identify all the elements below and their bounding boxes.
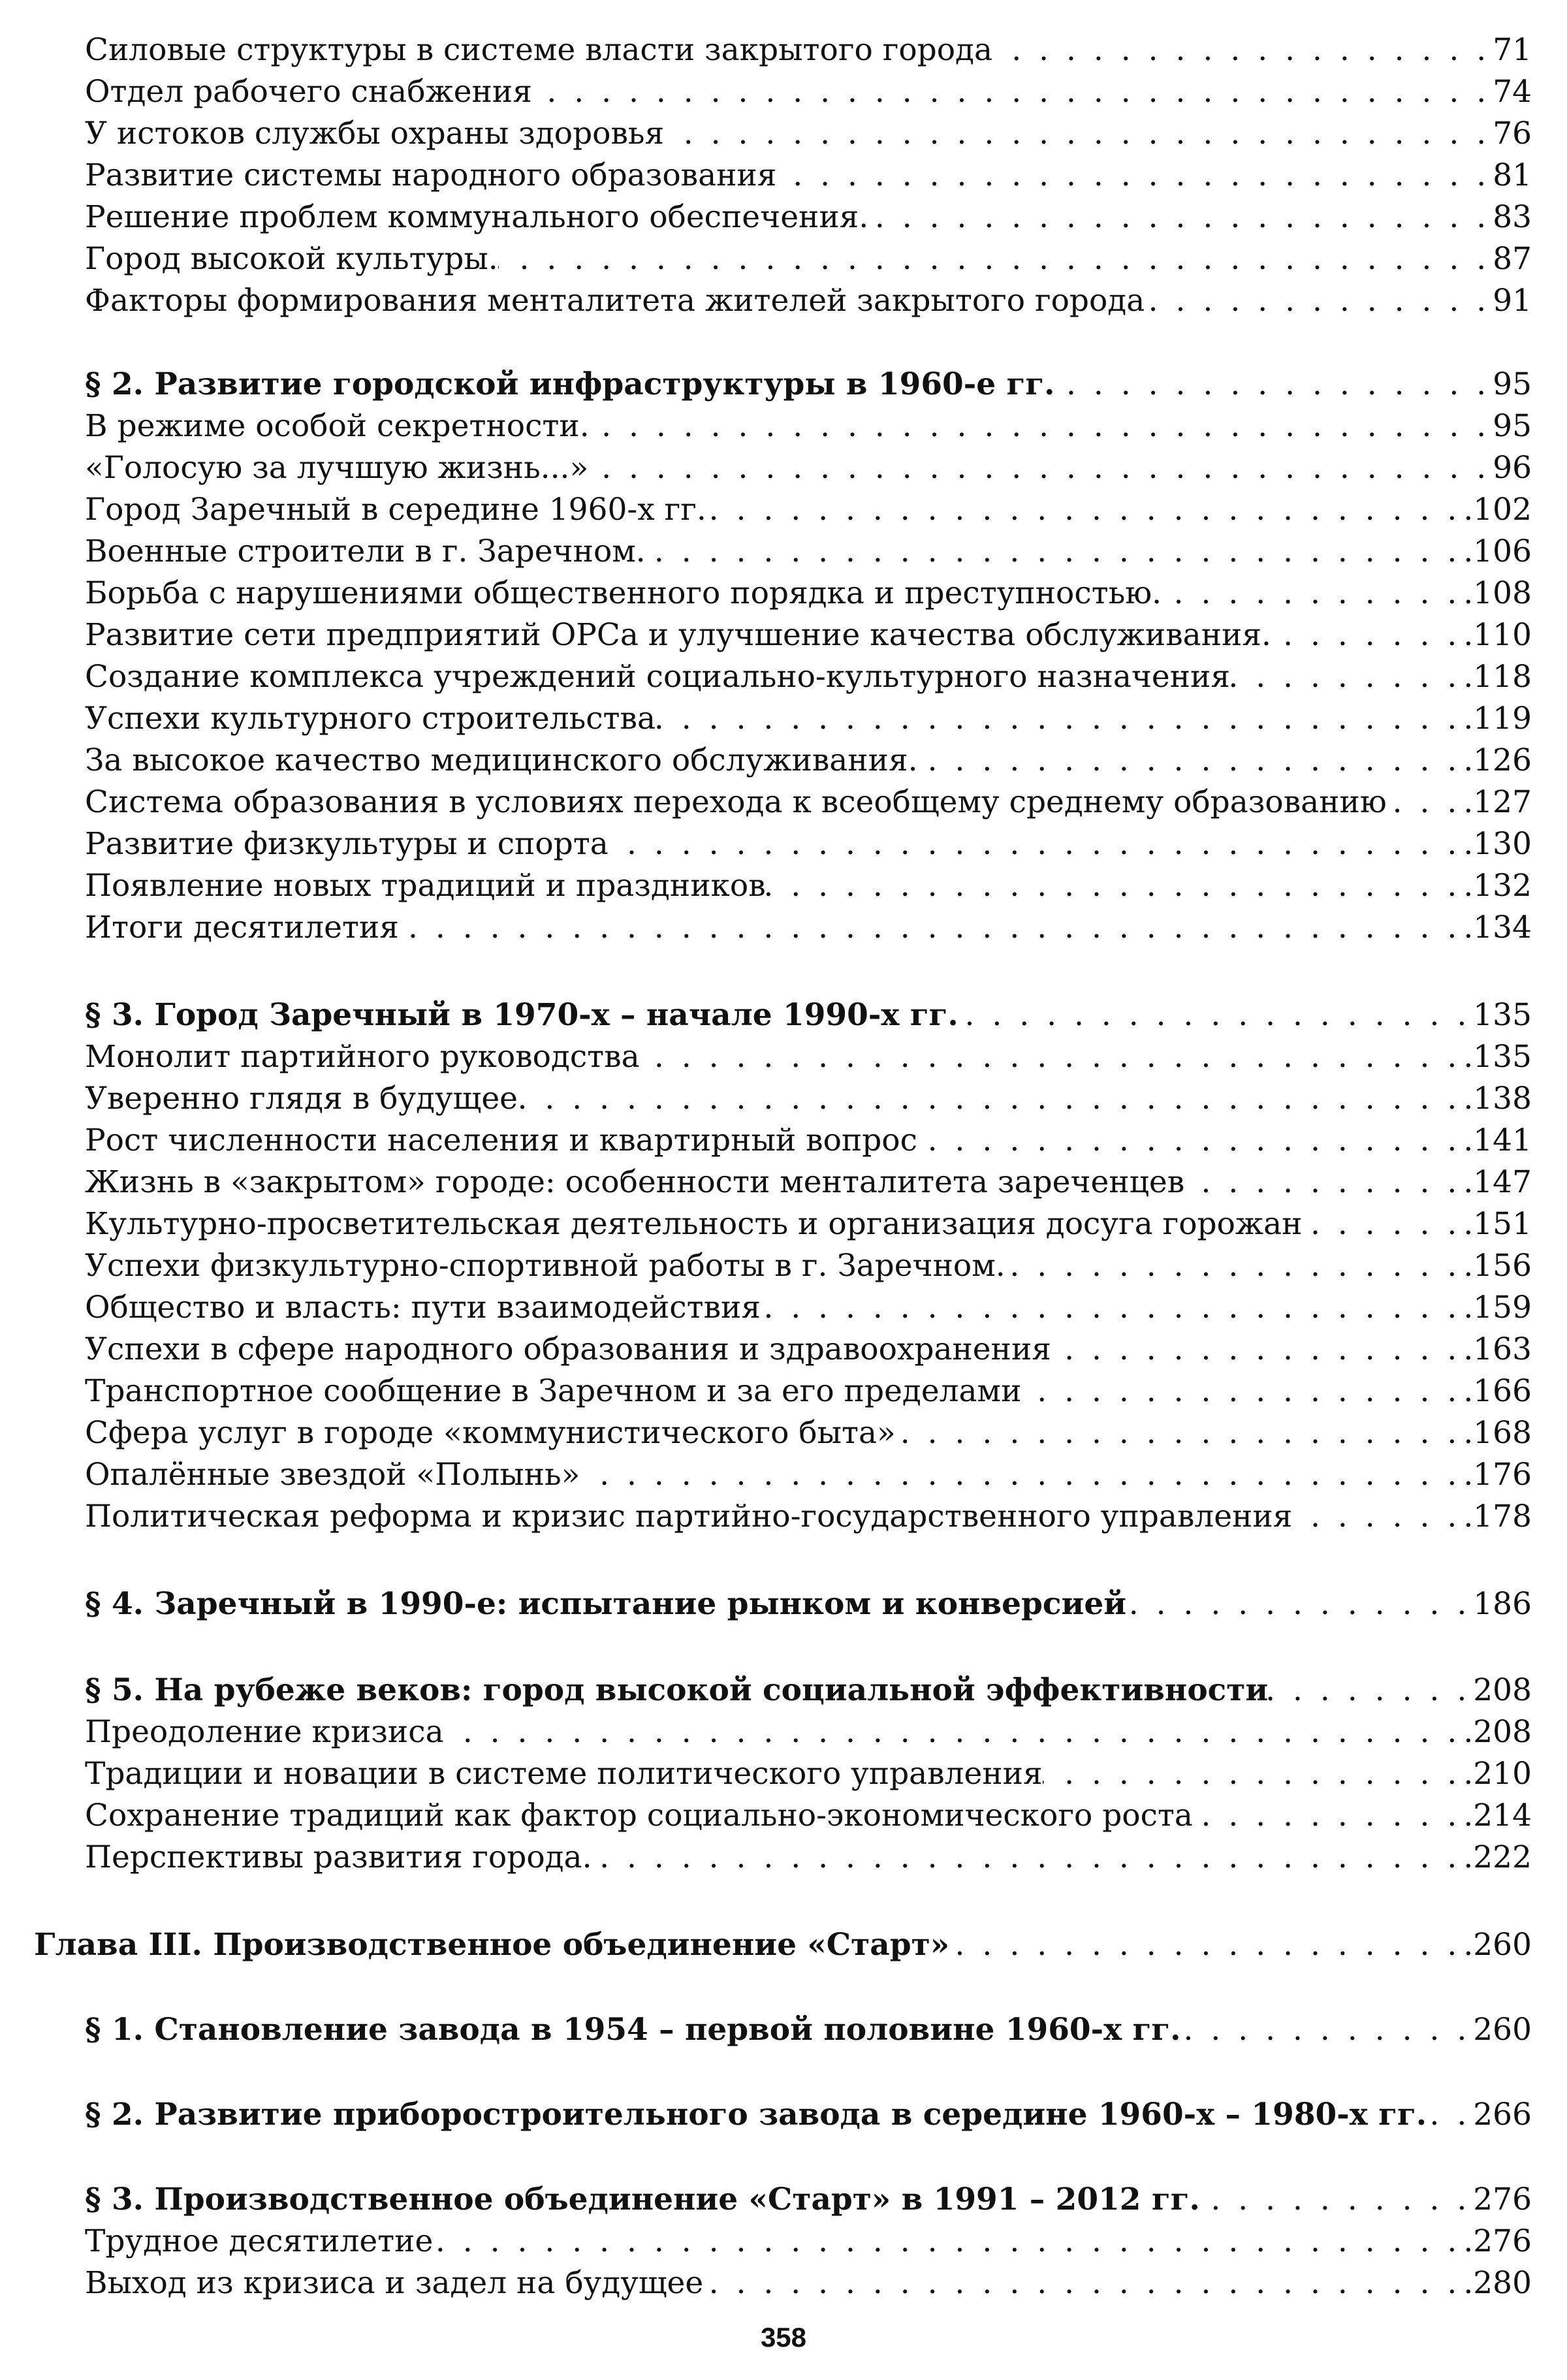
toc-entry (85, 1794, 1532, 1837)
toc-entry-page: .280 (1463, 2265, 1532, 2301)
dot-leader (766, 865, 1461, 908)
toc-entry-page: .156 (1463, 1248, 1532, 1284)
dot-leader (896, 1412, 1461, 1455)
dot-leader (646, 530, 1461, 573)
toc-entry (85, 1119, 1532, 1162)
toc-section-title: § 3. Город Заречный в 1970-х – начале 1990-х гг. (85, 997, 958, 1033)
toc-entry (85, 1711, 1532, 1754)
toc-entry-title: Монолит партийного руководства (85, 1039, 640, 1075)
toc-entry-page: .276 (1463, 2223, 1532, 2259)
toc-section-heading (85, 994, 1532, 1037)
dot-leader (949, 1924, 1461, 1967)
dot-leader (761, 1286, 1461, 1329)
toc-entry-page: .208 (1463, 1714, 1532, 1750)
toc-entry (85, 1412, 1532, 1455)
toc-entry (85, 1286, 1532, 1329)
toc-chapter-heading (34, 1924, 1532, 1967)
dot-leader (590, 405, 1491, 448)
toc-entry (85, 71, 1532, 114)
dot-leader (1268, 1669, 1470, 1712)
dot-leader (1126, 1583, 1470, 1626)
toc-section-title: § 4. Заречный в 1990-е: испытание рынком и конверсией (85, 1586, 1127, 1622)
toc-entry-page: .126 (1463, 742, 1532, 778)
dot-leader (1200, 2178, 1470, 2221)
toc-entry-page: .106 (1463, 533, 1532, 569)
toc-entry-page: 76 (1493, 116, 1532, 151)
toc-entry (85, 1495, 1532, 1538)
dot-leader (1162, 572, 1461, 615)
toc-entry-page: .176 (1463, 1457, 1532, 1493)
dot-leader (1292, 1495, 1461, 1538)
toc-entry (85, 1453, 1532, 1497)
toc-chapter-title: Глава III. Производственное объединение «Старт» (34, 1927, 950, 1963)
toc-entry (85, 154, 1532, 197)
toc-entry-title: У истоков службы охраны здоровья (85, 116, 665, 151)
toc-entry-title: Развитие сети предприятий ОРСа и улучшение качества обслуживания. (85, 617, 1271, 653)
toc-entry-page: 87 (1493, 241, 1532, 277)
dot-leader (1184, 1161, 1461, 1204)
toc-entry-title: Итоги десятилетия (85, 910, 399, 945)
dot-leader (917, 1119, 1461, 1162)
dot-leader (703, 2262, 1461, 2305)
toc-section-heading (85, 2178, 1532, 2221)
toc-entry (85, 1245, 1532, 1288)
toc-section-page: 95 (1493, 366, 1532, 402)
dot-leader (706, 488, 1461, 532)
toc-entry-title: Отдел рабочего снабжения (85, 74, 532, 110)
toc-entry-page: .132 (1463, 868, 1532, 904)
dot-leader (1054, 363, 1490, 406)
toc-entry-page: .110 (1463, 617, 1532, 653)
page-number: 358 (760, 2322, 807, 2353)
toc-entry-title: Город высокой культуры. (85, 241, 498, 277)
dot-leader (588, 447, 1490, 490)
toc-entry-title: Город Заречный в середине 1960-х гг. (85, 492, 706, 528)
dot-leader (1180, 2008, 1470, 2052)
toc-entry (85, 29, 1532, 72)
toc-entry-page: .130 (1463, 826, 1532, 862)
toc-entry (85, 112, 1532, 155)
toc-entry-title: За высокое качество медицинского обслуживания. (85, 742, 918, 778)
dot-leader (868, 196, 1490, 239)
toc-entry (85, 1077, 1532, 1120)
toc-entry (85, 656, 1532, 699)
toc-entry-title: «Голосую за лучшую жизнь...» (85, 450, 589, 486)
toc-section-page: 135 (1473, 997, 1532, 1033)
toc-entry (85, 823, 1532, 866)
toc-section-page: 208 (1473, 1672, 1532, 1708)
toc-entry-page: .168 (1463, 1415, 1532, 1451)
toc-entry-page: .151 (1463, 1206, 1532, 1242)
toc-entry-title: Опалённые звездой «Полынь» (85, 1457, 580, 1493)
toc-entry-page: .138 (1463, 1081, 1532, 1117)
toc-entry (85, 405, 1532, 448)
dot-leader (958, 994, 1471, 1037)
toc-entry (85, 614, 1532, 657)
toc-entry-title: Трудное десятилетие (85, 2223, 434, 2259)
dot-leader (1427, 2093, 1470, 2136)
toc-entry-page: .163 (1463, 1331, 1532, 1367)
toc-entry (85, 196, 1532, 239)
toc-entry-title: Рост численности населения и квартирный вопрос (85, 1122, 917, 1158)
toc-entry-page: .178 (1463, 1499, 1532, 1534)
dot-leader (664, 112, 1490, 155)
toc-entry-page: .210 (1463, 1756, 1532, 1792)
toc-entry-page: .127 (1463, 784, 1532, 820)
toc-entry-title: Уверенно глядя в будущее (85, 1081, 518, 1117)
toc-entry-title: Политическая реформа и кризис партийно-государственного управления (85, 1499, 1293, 1534)
dot-leader (918, 739, 1461, 782)
toc-entry (85, 1036, 1532, 1079)
toc-entry-page: .119 (1463, 701, 1532, 737)
toc-entry-title: Решение проблем коммунального обеспечения. (85, 199, 869, 235)
toc-section-heading (85, 2008, 1532, 2052)
toc-entry-page: .166 (1463, 1373, 1532, 1409)
dot-leader (433, 2220, 1461, 2263)
toc-entry-title: Преодоление кризиса (85, 1714, 444, 1750)
toc-section-title: § 5. На рубеже веков: город высокой социальной эффективности (85, 1672, 1269, 1708)
toc-section-title: § 2. Развитие приборостроительного завода в середине 1960-х – 1980-х гг. (85, 2097, 1427, 2133)
toc-entry-title: Сохранение традиций как фактор социально-экономического роста (85, 1798, 1193, 1833)
toc-entry-title: Традиции и новации в системе политического управления (85, 1756, 1043, 1792)
dot-leader (592, 1836, 1461, 1879)
toc-entry (85, 488, 1532, 532)
toc-entry-page: 95 (1493, 408, 1532, 444)
dot-leader (1387, 781, 1461, 824)
dot-leader (1021, 1370, 1461, 1413)
toc-entry-page: 71 (1493, 32, 1532, 68)
dot-leader (1193, 1794, 1461, 1837)
toc-entry-page: 91 (1493, 283, 1532, 319)
dot-leader (1051, 1328, 1461, 1371)
toc-section-title: § 2. Развитие городской инфраструктуры в 1960-е гг. (85, 366, 1055, 402)
toc-entry-title: Транспортное сообщение в Заречном и за его пределами (85, 1373, 1022, 1409)
toc-entry-title: Появление новых традиций и праздников (85, 868, 766, 904)
dot-leader (1303, 1203, 1461, 1246)
toc-entry-page: 96 (1493, 450, 1532, 486)
toc-entry-page: .141 (1463, 1122, 1532, 1158)
toc-entry (85, 1836, 1532, 1879)
toc-entry-title: Борьба с нарушениями общественного порядка и преступностью. (85, 575, 1162, 611)
toc-section-heading (85, 1669, 1532, 1712)
toc-entry-title: Система образования в условиях перехода к всеобщему среднему образованию (85, 784, 1387, 820)
toc-entry (85, 697, 1532, 740)
toc-entry (85, 906, 1532, 949)
toc-entry-title: Военные строители в г. Заречном. (85, 533, 646, 569)
toc-entry-title: Успехи культурного строительства (85, 701, 656, 737)
toc-entry-page: .222 (1463, 1839, 1532, 1875)
toc-entry-title: Развитие физкультуры и спорта (85, 826, 609, 862)
dot-leader (1145, 279, 1490, 323)
toc-entry (85, 865, 1532, 908)
toc-entry-title: Перспективы развития города. (85, 1839, 592, 1875)
toc-section-page: 276 (1473, 2182, 1532, 2217)
dot-leader (444, 1711, 1461, 1754)
dot-leader (1043, 1753, 1461, 1796)
toc-entry (85, 279, 1532, 323)
toc-section-heading (85, 1583, 1532, 1626)
toc-entry-title: Общество и власть: пути взаимодействия (85, 1290, 761, 1325)
toc-entry (85, 447, 1532, 490)
toc-entry (85, 530, 1532, 573)
toc-entry-title: Успехи в сфере народного образования и здравоохранения (85, 1331, 1051, 1367)
toc-section-page: 266 (1473, 2097, 1532, 2133)
toc-section-heading (85, 363, 1532, 406)
toc-entry-page: .159 (1463, 1290, 1532, 1325)
dot-leader (532, 71, 1490, 114)
toc-entry-title: Факторы формирования менталитета жителей закрытого города (85, 283, 1145, 319)
toc-entry (85, 1161, 1532, 1204)
toc-entry (85, 739, 1532, 782)
toc-section-page: 260 (1473, 2012, 1532, 2048)
toc-entry (85, 1328, 1532, 1371)
dot-leader (776, 154, 1490, 197)
toc-entry (85, 2262, 1532, 2305)
dot-leader (498, 238, 1491, 281)
toc-section-title: § 3. Производственное объединение «Старт» в 1991 – 2012 гг. (85, 2182, 1200, 2217)
dot-leader (1230, 656, 1461, 699)
toc-entry-title: Развитие системы народного образования (85, 157, 777, 193)
dot-leader (656, 697, 1461, 740)
dot-leader (580, 1453, 1461, 1497)
toc-entry-title: Успехи физкультурно-спортивной работы в г. Заречном. (85, 1248, 1005, 1284)
toc-entry-title: Сфера услуг в городе «коммунистического быта» (85, 1415, 896, 1451)
toc-entry-page: .118 (1463, 659, 1532, 695)
toc-entry (85, 1203, 1532, 1246)
toc-entry (85, 1753, 1532, 1796)
toc-entry-page: .108 (1463, 575, 1532, 611)
toc-entry-page: 83 (1493, 199, 1532, 235)
dot-leader (1005, 1245, 1461, 1288)
toc-entry-title: Выход из кризиса и задел на будущее (85, 2265, 704, 2301)
toc-entry-page: .147 (1463, 1164, 1532, 1200)
toc-entry-title: Жизнь в «закрытом» городе: особенности менталитета зареченцев (85, 1164, 1185, 1200)
dot-leader (518, 1077, 1461, 1120)
toc-entry (85, 1370, 1532, 1413)
toc-entry-page: .214 (1463, 1798, 1532, 1833)
toc-entry-page: 81 (1493, 157, 1532, 193)
dot-leader (609, 823, 1461, 866)
toc-entry-title: Силовые структуры в системе власти закрытого города (85, 32, 992, 68)
toc-entry-title: Создание комплекса учреждений социально-культурного назначения (85, 659, 1231, 695)
toc-entry-page: .135 (1463, 1039, 1532, 1075)
toc-entry (85, 781, 1532, 824)
dot-leader (1271, 614, 1461, 657)
dot-leader (399, 906, 1461, 949)
toc-entry-page: .134 (1463, 910, 1532, 945)
toc-entry (85, 238, 1532, 281)
toc-section-page: 186 (1473, 1586, 1532, 1622)
toc-entry (85, 572, 1532, 615)
toc-section-heading (85, 2093, 1532, 2136)
toc-entry-title: В режиме особой секретности. (85, 408, 590, 444)
dot-leader (640, 1036, 1461, 1079)
toc-entry-page: 74 (1493, 74, 1532, 110)
toc-entry-page: .102 (1463, 492, 1532, 528)
toc-chapter-page: .260 (1463, 1927, 1532, 1963)
toc-entry-title: Культурно-просветительская деятельность и организация досуга горожан (85, 1206, 1303, 1242)
dot-leader (992, 29, 1490, 72)
toc-entry (85, 2220, 1532, 2263)
toc-section-title: § 1. Становление завода в 1954 – первой половине 1960-х гг. (85, 2012, 1181, 2048)
